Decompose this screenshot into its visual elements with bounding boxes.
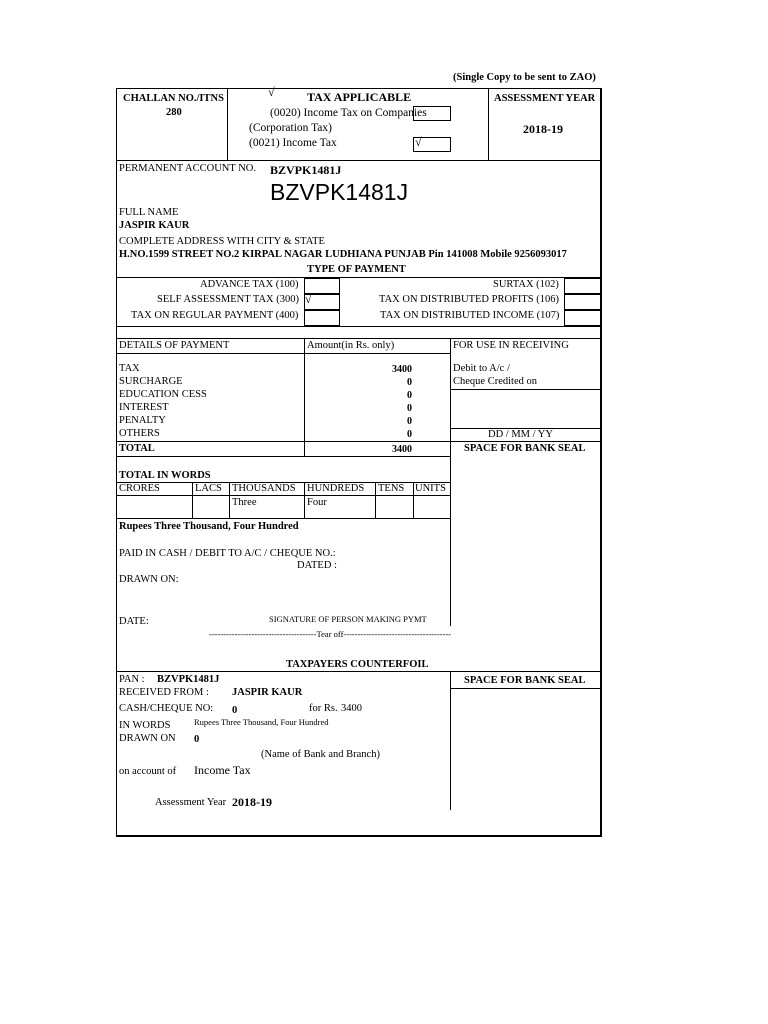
dated-label: DATED : (297, 560, 337, 571)
assessment-year-label: ASSESSMENT YEAR (494, 93, 596, 104)
divider (192, 482, 193, 519)
divider (227, 88, 228, 161)
debit-line-1: Debit to A/c / (453, 363, 510, 374)
payment-row-value: 0 (407, 429, 412, 440)
paid-by-label: PAID IN CASH / DEBIT TO A/C / CHEQUE NO.: (119, 548, 336, 559)
divider (116, 326, 601, 327)
payment-row-value: 0 (407, 390, 412, 401)
on-account-of-label: on account of (119, 766, 177, 777)
pan-value: BZVPK1481J (270, 163, 342, 177)
payment-row-value: 0 (407, 416, 412, 427)
address-label: COMPLETE ADDRESS WITH CITY & STATE (119, 236, 325, 247)
counterfoil-drawn-value: 0 (194, 734, 200, 745)
checkbox-regular-payment[interactable] (304, 310, 340, 326)
payment-type-surtax: SURTAX (102) (493, 279, 559, 290)
divider (488, 88, 489, 161)
total-in-words-title: TOTAL IN WORDS (119, 470, 211, 481)
payment-row-label: EDUCATION CESS (119, 389, 207, 400)
payment-row-value: 0 (407, 403, 412, 414)
divider (116, 441, 601, 442)
counterfoil-pan-value: BZVPK1481J (157, 674, 220, 685)
for-rs-value: 3400 (341, 703, 362, 714)
counterfoil-drawn-label: DRAWN ON (119, 733, 176, 744)
words-header: THOUSANDS (232, 483, 296, 494)
type-of-payment-title: TYPE OF PAYMENT (307, 264, 406, 275)
checkbox-distributed-profits[interactable] (564, 294, 601, 310)
counterfoil-pan-label: PAN : (119, 674, 145, 685)
full-name-label: FULL NAME (119, 207, 179, 218)
payment-type-advance: ADVANCE TAX (100) (200, 279, 299, 290)
debit-line-2: Cheque Credited on (453, 376, 537, 387)
words-header: LACS (195, 483, 222, 494)
tax-applicable-title: TAX APPLICABLE (307, 90, 412, 104)
payment-row-value: 3400 (392, 364, 412, 375)
payment-row-label: TAX (119, 363, 140, 374)
payment-type-distributed-profits: TAX ON DISTRIBUTED PROFITS (106) (379, 294, 559, 305)
words-header: HUNDREDS (307, 483, 365, 494)
checkbox-distributed-income[interactable] (564, 310, 601, 326)
amount-label: Amount(in Rs. only) (307, 340, 395, 351)
divider (116, 277, 601, 278)
total-label: TOTAL (119, 443, 155, 454)
amount-in-words: Rupees Three Thousand, Four Hundred (119, 521, 299, 532)
checkbox-0020[interactable] (413, 106, 451, 121)
full-name-value: JASPIR KAUR (119, 220, 190, 231)
divider (116, 495, 450, 496)
divider (229, 482, 230, 519)
date-label: DATE: (119, 616, 149, 627)
pan-label: PERMANENT ACCOUNT NO. (119, 163, 257, 174)
bank-seal-label: SPACE FOR BANK SEAL (464, 443, 586, 454)
pan-large-text: BZVPK1481J (270, 179, 409, 205)
divider (375, 482, 376, 519)
on-account-of-value: Income Tax (194, 763, 251, 777)
divider (116, 353, 450, 354)
tax-option-0020: (0020) Income Tax on Companies (270, 107, 427, 119)
payment-row-label: OTHERS (119, 428, 160, 439)
tax-option-0020-sub: (Corporation Tax) (249, 122, 332, 134)
copy-note: (Single Copy to be sent to ZAO) (453, 72, 596, 83)
words-header: CRORES (119, 483, 160, 494)
words-header: UNITS (415, 483, 446, 494)
payment-row-label: INTEREST (119, 402, 169, 413)
date-format: DD / MM / YY (488, 429, 553, 440)
divider (116, 160, 601, 161)
divider (116, 456, 450, 457)
counterfoil-title: TAXPAYERS COUNTERFOIL (286, 659, 429, 670)
payment-row-label: PENALTY (119, 415, 166, 426)
bank-branch-label: (Name of Bank and Branch) (261, 749, 380, 760)
in-words-value: Rupees Three Thousand, Four Hundred (194, 717, 329, 727)
for-rs-label: for Rs. (309, 703, 338, 714)
divider (116, 338, 601, 339)
cheque-no-label: CASH/CHEQUE NO: (119, 703, 214, 714)
divider (304, 482, 305, 519)
counterfoil-bank-seal: SPACE FOR BANK SEAL (464, 675, 586, 686)
payment-row-value: 0 (407, 377, 412, 388)
divider (413, 482, 414, 519)
divider (450, 688, 601, 689)
pan-large-display (270, 178, 413, 206)
words-value: Four (307, 497, 327, 508)
check-mark-icon: √ (268, 85, 275, 99)
assessment-year-value: 2018-19 (523, 122, 563, 136)
drawn-on-label: DRAWN ON: (119, 574, 179, 585)
check-mark-icon: √ (305, 292, 312, 306)
received-from-label: RECEIVED FROM : (119, 687, 209, 698)
checkbox-surtax[interactable] (564, 278, 601, 294)
divider (450, 671, 451, 810)
counterfoil-ay-label: Assessment Year (155, 797, 227, 808)
cheque-no-value: 0 (232, 705, 238, 716)
payment-type-distributed-income: TAX ON DISTRIBUTED INCOME (107) (380, 310, 560, 321)
receiving-label: FOR USE IN RECEIVING (453, 340, 569, 351)
payment-type-self-assessment: SELF ASSESSMENT TAX (300) (157, 294, 300, 305)
received-from-value: JASPIR KAUR (232, 687, 303, 698)
total-value: 3400 (392, 444, 412, 455)
address-value: H.NO.1599 STREET NO.2 KIRPAL NAGAR LUDHIANA PUNJAB Pin 141008 Mobile 9256093017 (119, 249, 567, 260)
words-header: TENS (378, 483, 405, 494)
payment-row-label: SURCHARGE (119, 376, 183, 387)
check-mark-icon: √ (415, 135, 422, 149)
tax-option-0021: (0021) Income Tax (249, 137, 337, 149)
payment-type-regular: TAX ON REGULAR PAYMENT (400) (131, 310, 299, 321)
tear-off-line: --------------------------------------Tear off-------------------------------------- (209, 629, 451, 639)
words-value: Three (232, 497, 257, 508)
details-of-payment-label: DETAILS OF PAYMENT (119, 340, 230, 351)
in-words-label: IN WORDS (119, 720, 171, 731)
challan-label: CHALLAN NO./ITNS (123, 93, 224, 104)
counterfoil-ay-value: 2018-19 (232, 795, 272, 809)
challan-number: 280 (166, 107, 182, 118)
divider (450, 389, 601, 390)
divider (116, 671, 601, 672)
signature-label: SIGNATURE OF PERSON MAKING PYMT (269, 614, 427, 624)
